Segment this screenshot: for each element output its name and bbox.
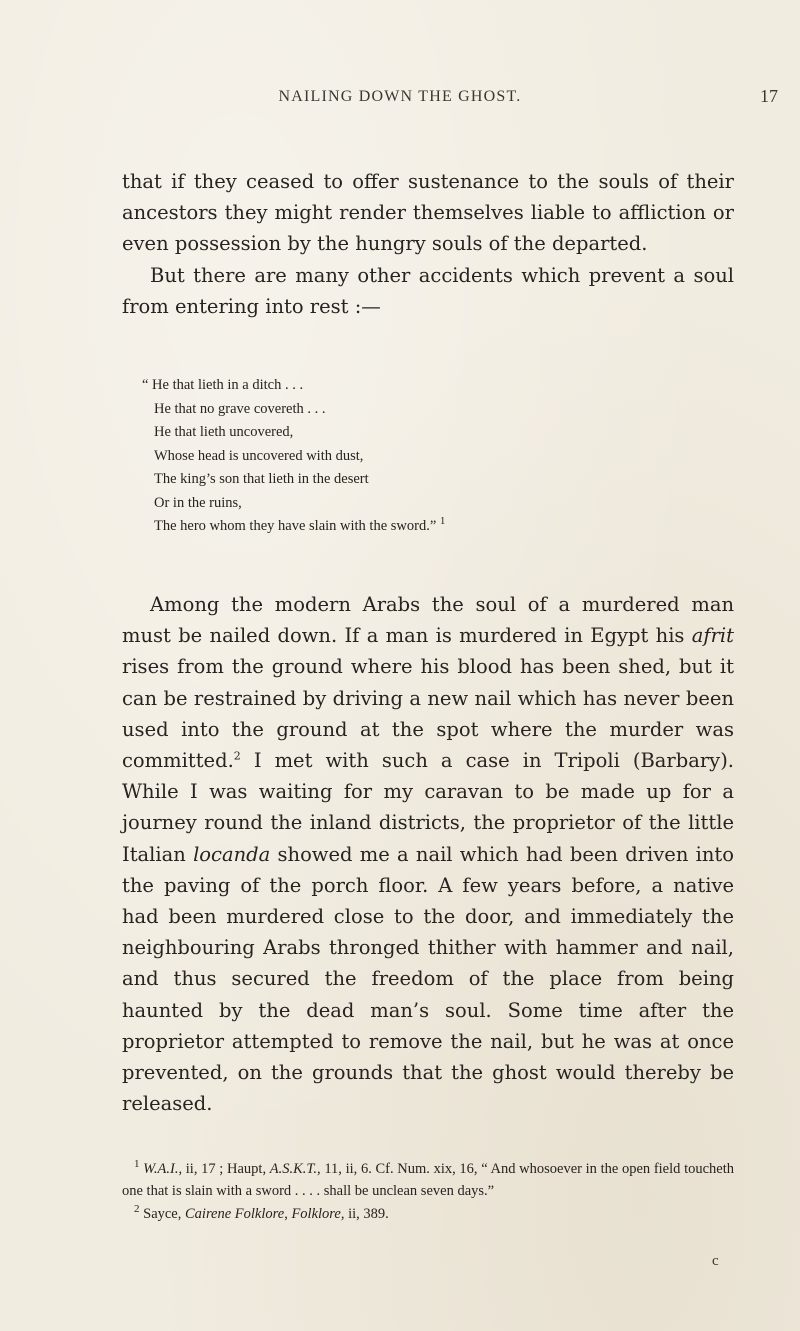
footnote-1	[122, 1158, 734, 1203]
footnote-2-ref2: Folklore	[291, 1205, 341, 1222]
footnote-1-text1: , ii, 17 ; Haupt,	[178, 1161, 270, 1177]
verse-line-last	[142, 515, 445, 539]
footnote-1-mark: 1	[134, 1158, 140, 1171]
footnote-2-text1: Sayce,	[143, 1205, 185, 1222]
running-title: NAILING DOWN THE GHOST.	[278, 88, 522, 105]
locanda-term: locanda	[193, 842, 271, 866]
paragraph-2-part1: Among the modern Arabs the soul of a murdered man must be nailed down. If a man is murdered in Egypt his	[122, 593, 734, 648]
paragraph-1b-text: But there are many other accidents which prevent a soul from entering into rest :—	[122, 263, 734, 318]
paragraph-continued	[122, 166, 734, 322]
verse-quotation	[142, 374, 445, 539]
footnote-1-ref2: A.S.K.T.	[269, 1161, 318, 1177]
signature-mark: c	[712, 1253, 719, 1269]
page-number: 17	[760, 86, 778, 106]
afrit-term: afrit	[691, 624, 734, 648]
footnote-1-text2: , 11, ii, 6. Cf. Num. xix, 16, “ And whosoever in the open field toucheth one that is slain with a sword . . . . shall be unclean seven days.”	[122, 1161, 734, 1200]
footnote-2-mark: 2	[134, 1202, 140, 1215]
footnotes	[122, 1158, 734, 1225]
footnote-2-text2: ,	[284, 1205, 292, 1222]
verse-line: “ He that lieth in a ditch . . .	[142, 377, 304, 393]
paragraph-2-part4: showed me a nail which had been driven into the paving of the porch floor. A few years before, a native had been murdered close to the door, and immediately the neighbouring Arabs thronged thither with hammer and nail, and thus secured the freedom of the place from being haunted by the dead man’s soul. Some time after the proprietor attempted to remove the nail, but he was at once prevented, on the grounds that the ghost would thereby be released.	[122, 842, 734, 1116]
verse-line: He that lieth uncovered,	[154, 424, 294, 440]
footnote-ref-1: 1	[439, 515, 446, 528]
verse-line: Or in the ruins,	[154, 494, 242, 511]
paragraph-2	[122, 589, 734, 1119]
paragraph-1b	[122, 260, 734, 322]
footnote-1-ref1: W.A.I.	[143, 1161, 179, 1177]
verse-line: The king’s son that lieth in the desert	[154, 471, 369, 487]
verse-line-text: The hero whom they have slain with the sword.”	[154, 518, 437, 534]
paragraph-1-text: that if they ceased to offer sustenance to the souls of their ancestors they might render themselves liable to affliction or even possession by the hungry souls of the departed.	[122, 170, 734, 256]
footnote-2	[122, 1203, 734, 1225]
footnote-ref-2: 2	[233, 749, 241, 763]
footnote-2-text3: , ii, 389.	[340, 1205, 389, 1222]
paragraph-2-part3: I met with such a case in Tripoli (Barbary). While I was waiting for my caravan to be made up for a journey round the inland districts, the proprietor of the little Italian	[122, 749, 734, 866]
paragraph-2-part2: rises from the ground where his blood has been shed, but it can be restrained by driving a new nail which has never been used into the ground at the spot where the murder was committed.	[122, 655, 734, 773]
verse-line: He that no grave covereth . . .	[154, 400, 326, 417]
verse-line: Whose head is uncovered with dust,	[154, 447, 364, 464]
footnote-2-ref1: Cairene Folklore	[185, 1205, 285, 1222]
